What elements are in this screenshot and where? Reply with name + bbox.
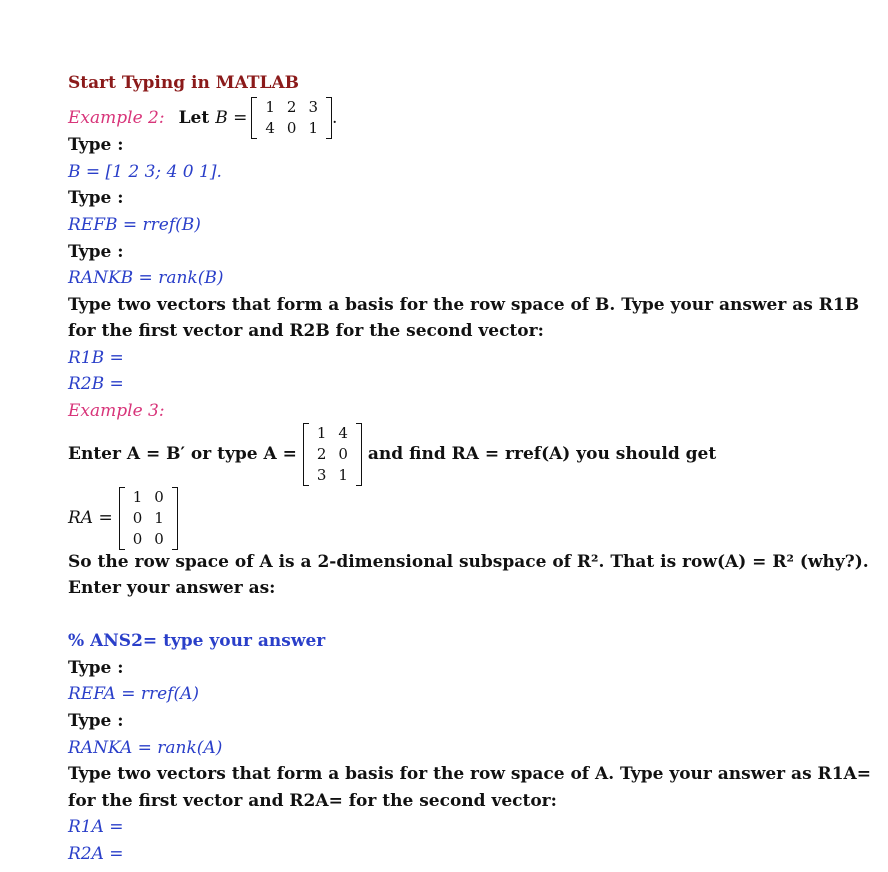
matrix-entry: 2 (316, 444, 327, 463)
matrix-entry: 1 (132, 487, 143, 506)
command-refa: REFA = rref(A) (68, 684, 200, 704)
conclusion-line-2: Enter your answer as: (68, 578, 276, 598)
ra-line (68, 486, 178, 550)
matrix-b-period: . (332, 108, 338, 128)
enter-text: Enter A = B′ or type A = (68, 444, 297, 464)
matrix-entry: 0 (132, 508, 143, 527)
command-ranka: RANKA = rank(A) (68, 738, 223, 758)
matrix-b (251, 97, 332, 139)
type-label: Type : (68, 711, 124, 731)
ra-label: RA = (68, 508, 113, 528)
example-3-label: Example 3: (68, 401, 165, 421)
matrix-a (303, 423, 362, 486)
example-2-label: Example 2: (68, 108, 165, 128)
conclusion-line-1: So the row space of A is a 2-dimensional subspace of R². That is row(A) = R² (why?). (68, 552, 869, 572)
matrix-entry: 4 (338, 423, 348, 442)
instruction-b-line-1: Type two vectors that form a basis for the row space of B. Type your answer as R1B (68, 295, 860, 315)
matrix-entry: 1 (316, 423, 327, 442)
answer-r2a: R2A = (68, 844, 124, 864)
instruction-a-line-2: for the first vector and R2A= for the second vector: (68, 791, 557, 811)
matrix-entry: 2 (286, 98, 297, 116)
matrix-ra (119, 487, 178, 550)
matrix-entry: 0 (338, 444, 348, 463)
instruction-b-line-2: for the first vector and R2B for the second vector: (68, 321, 544, 341)
matrix-entry: 0 (154, 487, 164, 506)
let-var: B = (215, 108, 248, 128)
type-label: Type : (68, 188, 124, 208)
matrix-entry: 0 (132, 529, 143, 548)
matrix-entry: 3 (316, 465, 327, 484)
matrix-entry: 0 (154, 529, 164, 548)
command-refb: REFB = rref(B) (68, 215, 201, 235)
matrix-entry: 0 (286, 119, 297, 137)
matrix-entry: 4 (265, 119, 275, 137)
type-label: Type : (68, 242, 124, 262)
matrix-entry: 1 (265, 98, 275, 116)
let-text: Let (178, 108, 210, 128)
type-label: Type : (68, 658, 124, 678)
command-b-assign: B = [1 2 3; 4 0 1]. (68, 162, 222, 182)
answer-r1b: R1B = (68, 348, 124, 368)
answer-r2b: R2B = (68, 374, 124, 394)
after-text: and find RA = rref(A) you should get (367, 444, 717, 464)
command-rankb: RANKB = rank(B) (68, 268, 224, 288)
answer-r1a: R1A = (68, 817, 124, 837)
section-heading: Start Typing in MATLAB (68, 73, 300, 93)
matrix-entry: 1 (154, 508, 164, 527)
matrix-entry: 1 (338, 465, 348, 484)
example-3-line (68, 422, 716, 486)
type-label: Type : (68, 135, 124, 155)
instruction-a-line-1: Type two vectors that form a basis for the row space of A. Type your answer as R1A= (68, 764, 871, 784)
answer-comment: % ANS2= type your answer (68, 631, 326, 651)
matrix-entry: 1 (308, 119, 318, 137)
matrix-entry: 3 (308, 98, 318, 116)
